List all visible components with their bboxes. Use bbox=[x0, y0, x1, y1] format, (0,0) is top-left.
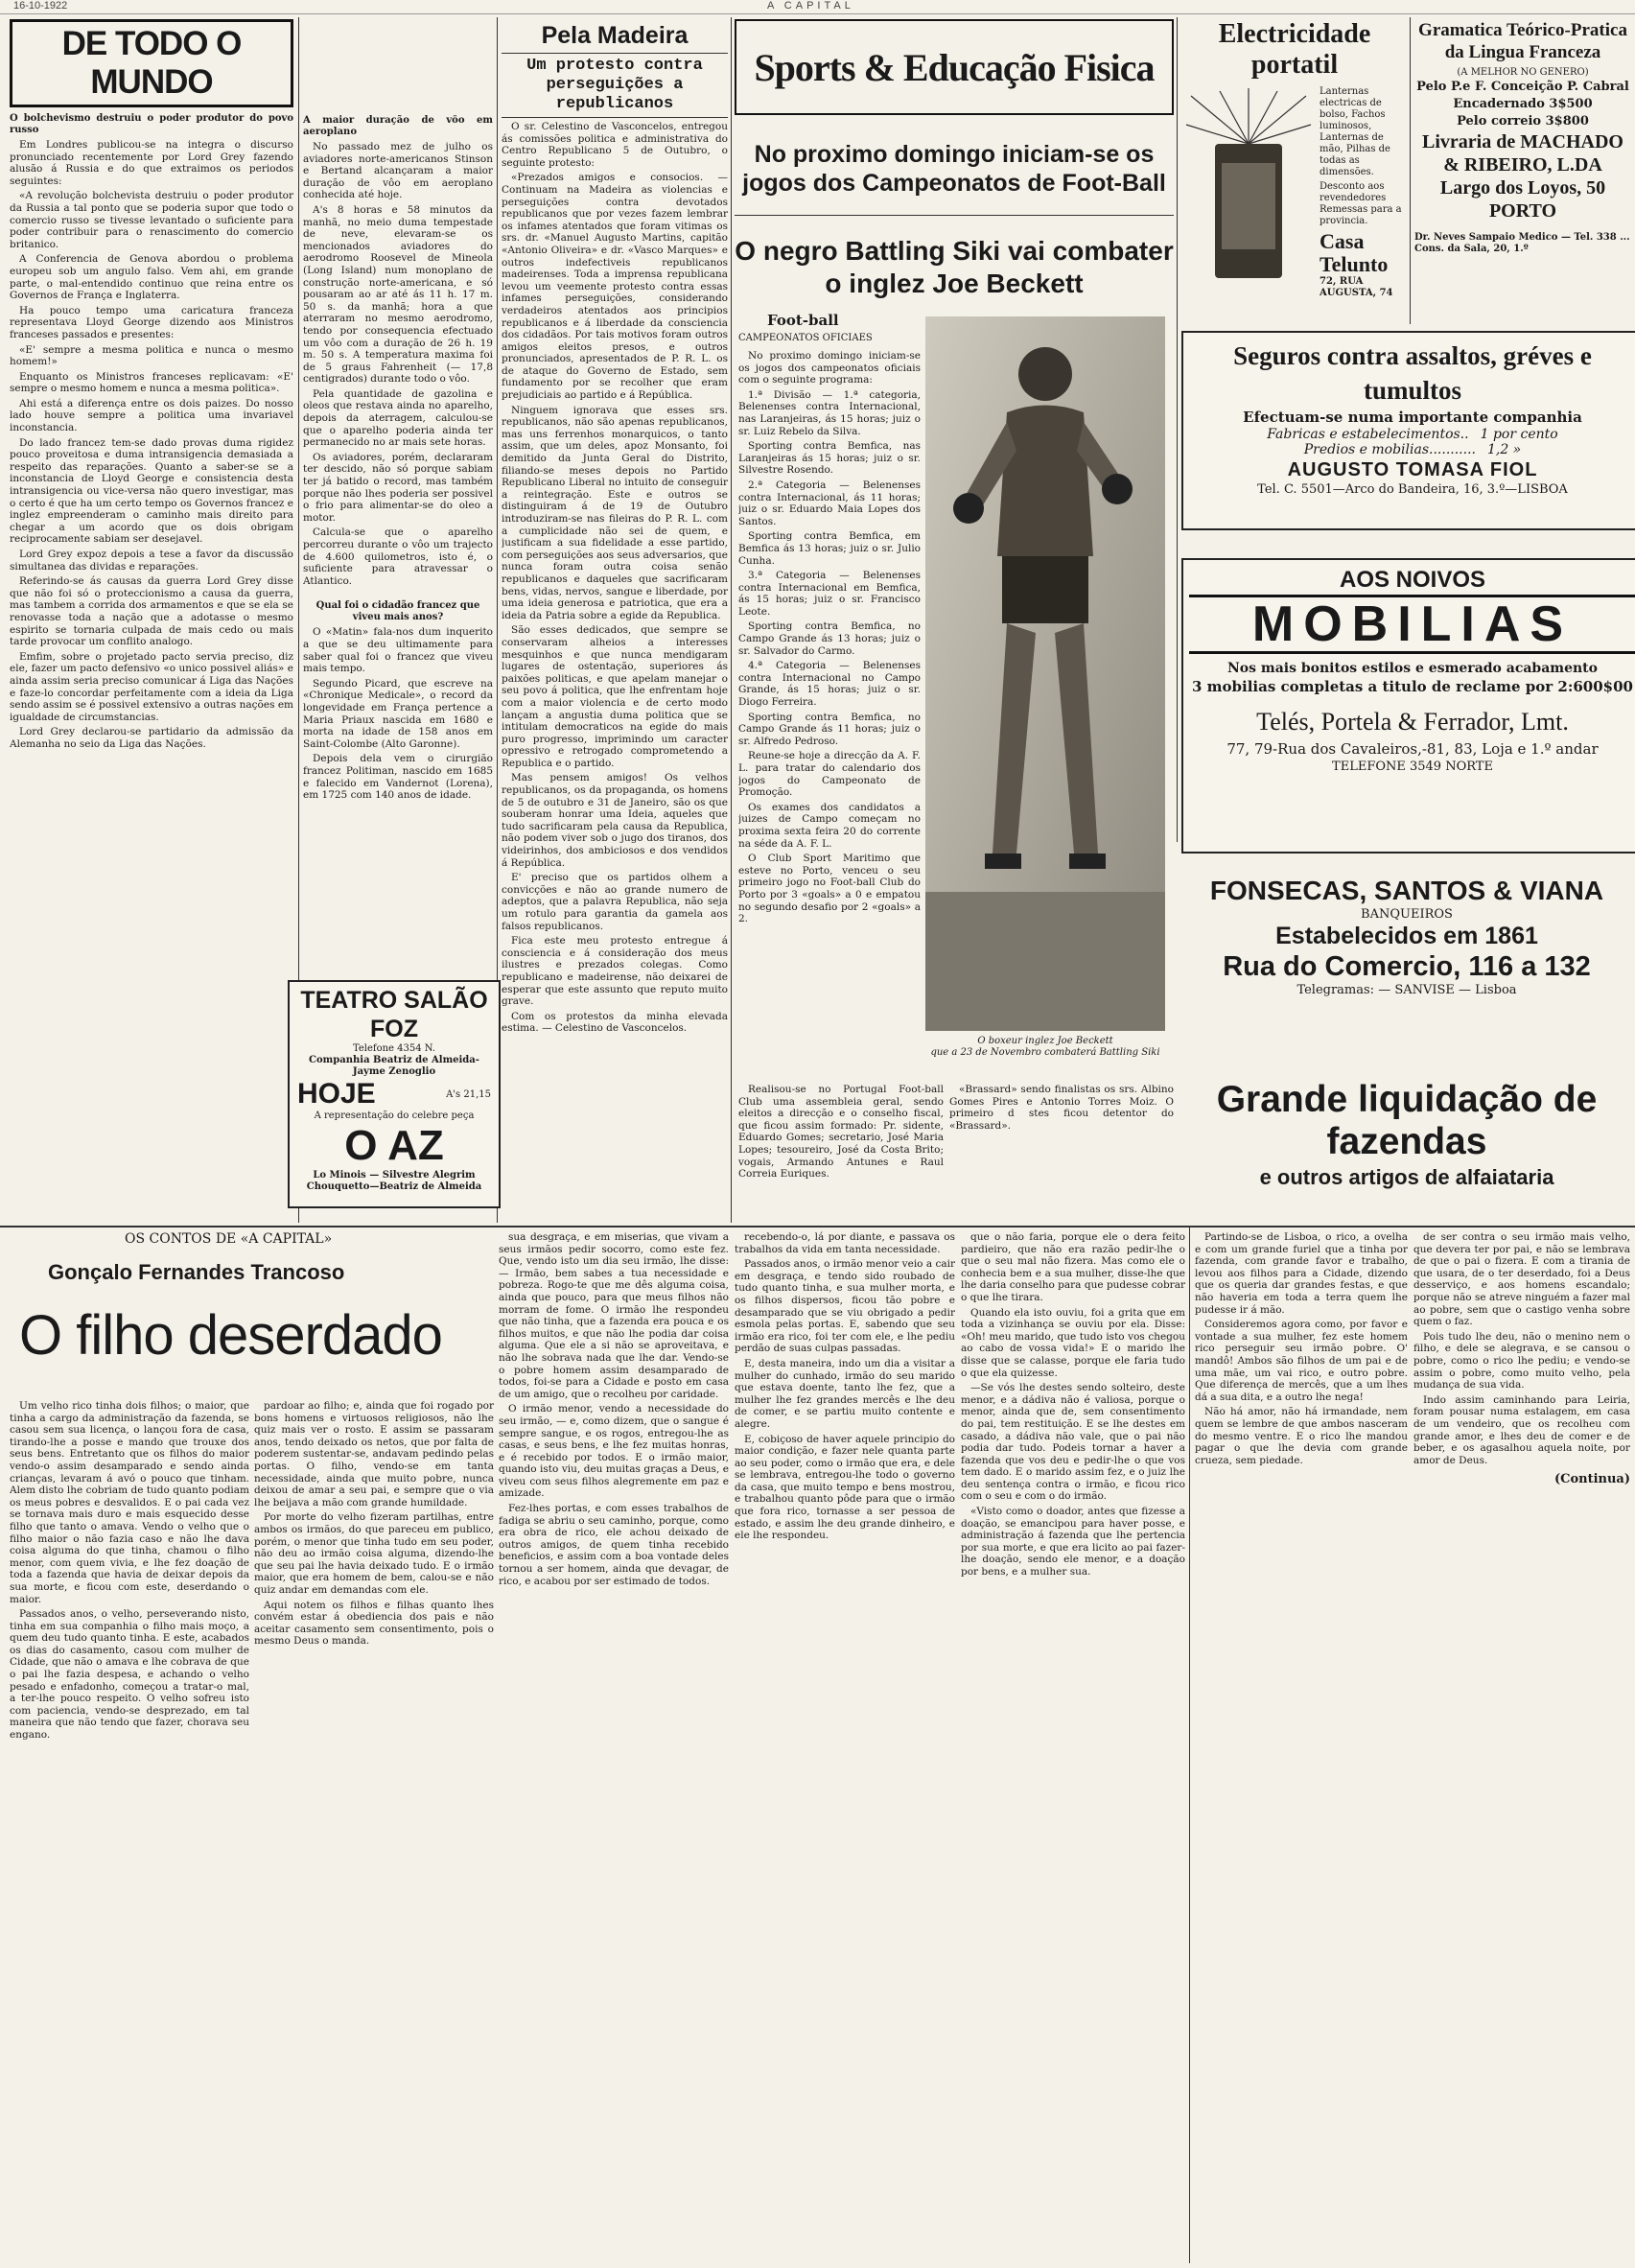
boxer-illustration bbox=[925, 316, 1165, 1031]
ad-text: e outros artigos de alfaiataria bbox=[1259, 1165, 1554, 1189]
tennis-intro bbox=[949, 1084, 1174, 1223]
sports-headline-2: O negro Battling Siki vai combater o inglez Joe Beckett bbox=[735, 236, 1174, 298]
article-paragraph: Ahi está a diferença entre os dois paizes. Do nosso lado houve sempre a politica uma invariavel inconstancia. bbox=[10, 397, 293, 434]
liquidacao-ad bbox=[1183, 1079, 1630, 1223]
article-paragraph: Segundo Picard, que escreve na «Chronique Medicale», o record da longevidade em França pertence a Maria Priaux nascida em 1680 e morta na idade de 158 anos em Saint-Colombe (Alto Garonne). bbox=[303, 677, 493, 750]
seguros-ad bbox=[1181, 331, 1635, 530]
story-paragraph: Indo assim caminhando para Leiria, foram pousar numa estalagem, em casa de um vendeiro, que os recolheu com grande amor, e lhes deu de comer e de beber, e os agasalhou aquela noite, por amor de Deus. bbox=[1413, 1393, 1630, 1466]
ad-address: Tel. C. 5501—Arco do Bandeira, 16, 3.º—LISBOA bbox=[1257, 482, 1568, 497]
contos-column bbox=[10, 1400, 249, 2263]
article-paragraph: No proximo domingo iniciam-se os jogos dos campeonatos oficiais com o seguinte programa: bbox=[738, 350, 921, 386]
caption-line: O boxeur inglez Joe Beckett bbox=[977, 1036, 1113, 1046]
article-paragraph: No passado mez de julho os aviadores norte-americanos Stinson e Bertand alcançaram a maior duração de vôo em aeroplano conhecida até hoje. bbox=[303, 141, 493, 201]
article-paragraph: Os exames dos candidatos a juizes de Campo começam no proxima sexta feira 20 do corrente na séde da A. F. L. bbox=[738, 801, 921, 850]
article-paragraph: «Prezados amigos e consocios. — Continuam na Madeira as violencias e perseguições contra devotados republicanos que por vezes fazem lembrar os infames atentados que foram vitimas os srs. dr. «Manuel Augusto Martins, capitão «Antonio Oliveira» e dr. «Vasco Marques» e outros indefectiveis republicanos madeirenses. Toda a imprensa republicana levou um veemente protesto contra essas infames perseguições, considerando verdadeiros atentados aos principios republicanos e á liberdade da consciencia dos cidadãos. Por tais motivos foram outros amigos eleitos presos, e outros pronunciados, apresentados de P. R. L. os de ataque do Governo de Estado, sem fundamento por se recolher que eram prejudiciais ao partido e á República. bbox=[502, 172, 728, 402]
story-paragraph: Aqui notem os filhos e filhas quanto lhes convém estar á obediencia dos pais e não aceitar casamento sem consentimento, pois o mesmo Deus o manda. bbox=[254, 1599, 494, 1648]
column-rule bbox=[1177, 17, 1178, 842]
article-paragraph: Pela quantidade de gazolina e oleos que restava ainda no aparelho, depois da aterragem, calculou-se que o aparelho poderia ainda ter permanecido no ar mais sete horas. bbox=[303, 387, 493, 449]
ad-title: TEATRO SALÃO FOZ bbox=[300, 987, 488, 1042]
header-paper-name: A CAPITAL bbox=[767, 0, 854, 12]
ad-text: A representação do celebre peça bbox=[314, 1111, 475, 1121]
ad-text: Estabelecidos em 1861 bbox=[1275, 923, 1538, 949]
article-paragraph: E' preciso que os partidos olhem a convicções e não ao grande numero de adeptos, que a palavra Republica, não seja um rotulo para garantia da gamela aos falsos republicanos. bbox=[502, 872, 728, 932]
ad-text: & RIBEIRO, L.DA bbox=[1443, 154, 1602, 175]
ad-address: 72, RUA AUGUSTA, 74 bbox=[1320, 276, 1393, 298]
section-subheading: CAMPEONATOS OFICIAES bbox=[738, 333, 873, 343]
article-paragraph: O «Matin» fala-nos dum inquerito a que se deu ultimamente para saber qual foi o francez que viveu mais tempo. bbox=[303, 626, 493, 675]
article-paragraph: Calcula-se que o aparelho percorreu durante o vôo um trajecto de 4.600 quilometros, isto é, o suficiente para atravessar o Atlantico. bbox=[303, 526, 493, 587]
ad-title: fazendas bbox=[1326, 1121, 1487, 1162]
ad-text: Livraria de MACHADO bbox=[1422, 131, 1623, 152]
article-paragraph: «Brassard» sendo finalistas os srs. Albino Gomes Pires e Antonio Torres Moiz. O primeiro d stes ficou detentor do «Brassard». bbox=[949, 1084, 1174, 1132]
column-rule bbox=[731, 17, 732, 1223]
section-heading: Foot-ball bbox=[767, 312, 839, 329]
ad-text: Desconto aos revendedores Remessas para a provincia. bbox=[1320, 181, 1402, 226]
ad-phone: TELEFONE 3549 NORTE bbox=[1332, 760, 1493, 774]
contos-column bbox=[1413, 1231, 1630, 2263]
madeira-title: Pela Madeira bbox=[541, 22, 689, 49]
contos-series: OS CONTOS DE «A CAPITAL» bbox=[125, 1231, 333, 1247]
story-paragraph: Passados anos, o velho, perseverando nisto, tinha em sua companhia o filho mais moço, a quem deu tudo quanto tinha. E este, acabados os dias do casamento, casou com mulher de Cidade, que não o amava e lhe cobrava de que o pai lhe fazia despesa, e achando o velho pesado e enfadonho, começou a tratar-o mal, a ter-lhe pouco respeito. O velho sofreu isto com paciencia, vendo-se desprezado, em tal maneira que não tendo que fazer, chorava seu engano. bbox=[10, 1608, 249, 1742]
contos-author: Gonçalo Fernandes Trancoso bbox=[48, 1260, 345, 1284]
story-paragraph: Partindo-se de Lisboa, o rico, a ovelha e com um grande furiel que a tinha por fazenda, com grande favor e trabalho, levou aos filhos para a Cidade, dizendo que os queria dar grandes festas, e que não haveria em toda a terra quem lhe pudesse ir á mão. bbox=[1195, 1231, 1408, 1316]
article-paragraph: Do lado francez tem-se dado provas duma rigidez pouco proveitosa e duma intransigencia demasiada a respeito das reparações. Quanto a saber-se se a inconstancia de Lloyd George e consistencia desta intransigencia ou vice-versa não quero investigar, mas o certo é que ha um certo tempo os Governos francez e inglez empreenderam o caminho mais direito para chegar a um acordo que os dois obrigam reciprocamente sabiam ser desejavel. bbox=[10, 436, 293, 546]
ad-name: AUGUSTO TOMASA FIOL bbox=[1287, 459, 1538, 480]
article-paragraph: Fica este meu protesto entregue á consciencia e á consideração dos meus ilustres e prezados colegas. Como republicano e madeirense, não deixarei de esperar que este assunto que reputo muito grave. bbox=[502, 935, 728, 1008]
article-paragraph: O Club Sport Maritimo que esteve no Porto, venceu o seu primeiro jogo no Foot-ball Club do Porto por 3 «goals» a 0 e empatou no segundo desafio por 2 «goals» a 2. bbox=[738, 853, 921, 925]
ad-text: 1 por cento bbox=[1480, 427, 1558, 442]
story-paragraph: sua desgraça, e em miserias, que vivam a seus irmãos pedir socorro, como este fez. Que, vendo isto um dia seu irmão, lhe disse: — Irmão, bem sabes a tua necessidade e pobreza. Rogo-te que me dês alguma coisa, ainda que pouco, para que meus filhos não morram de fome. O irmão lhe respondeu que não tinha, que a fazenda era pouca e os filhos muitos, e que não lhe podia dar coisa alguma. Que ele a si não se aproveitava, e não lhe sobrava nada que lhe dar. Vendo-se o pobre homem assim desamparado de todos, foi-se para a Cidade e posto em casa de um amigo, que o recolheu por caridade. bbox=[499, 1231, 729, 1400]
article-paragraph: Sporting contra Bemfica, nas Laranjeiras ás 15 horas; juiz o sr. Silvestre Rosendo. bbox=[738, 440, 921, 477]
article-paragraph: «A revolução bolchevista destruiu o poder produtor da Russia a tal ponto que se poderia supor que todo o comercio russo se tivesse levantado o suficiente para poder contribuir para o renascimento do comercio britanico. bbox=[10, 190, 293, 250]
story-paragraph: de ser contra o seu irmão mais velho, que devera ter por pai, e não se lembrava de que o pai o fizera. E com a tirania de que usara, de o ter deserdado, foi a Deus desserviço, e aos homens escandalo; porque não se atreve ninguém a fazer mal ao pobre, sem que o castigo venha sobre quem o faz. bbox=[1413, 1231, 1630, 1328]
story-paragraph: recebendo-o, lá por diante, e passava os trabalhos da vida em tanta necessidade. bbox=[735, 1231, 955, 1255]
ad-text: Predios e mobilias........... bbox=[1303, 442, 1476, 457]
ad-time: A's 21,15 bbox=[446, 1089, 491, 1100]
story-paragraph: O irmão menor, vendo a necessidade do seu irmão, — e, como dizem, que o sangue é sempre sangue, e os rogos, entregou-lhe as casas, e seus bens, e lhe fez muitas honras, e é recebido por todos. E o irmão maior, quando isto viu, deu muitas graças a Deus, e viveu com seus filhos alegremente em paz e amizade. bbox=[499, 1403, 729, 1500]
electricidade-ad bbox=[1181, 19, 1408, 324]
article-paragraph: Realisou-se no Portugal Foot-ball Club uma assembleia geral, sendo eleitos a direcção e o conselho fiscal, que ficou assim formado: Pr. sidente, Eduardo Gomes; secretario, José Maria Lopes; tesoureiro, José da Costa Brito; vogais, Armando Antunes e Raul Correia Euriques. bbox=[738, 1084, 944, 1181]
caption-line: que a 23 de Novembro combaterá Battling Siki bbox=[930, 1047, 1160, 1058]
column-rule bbox=[1410, 17, 1411, 324]
page-header bbox=[0, 0, 1635, 14]
sports-headline-1: No proximo domingo iniciam-se os jogos dos Campeonatos de Foot-Ball bbox=[742, 141, 1166, 197]
photo-caption bbox=[925, 1036, 1165, 1059]
ad-firm: Telés, Portela & Ferrador, Lmt. bbox=[1256, 708, 1569, 736]
story-paragraph: que o não faria, porque ele o dera feito pardieiro, que não era razão pedir-lhe o que o seu mal não fizera. Mas como ele o conhecia bem e a sua mulher, disse-lhe que lhe daria conselho para que pudesse cobrar o que lhe tirara. bbox=[961, 1231, 1185, 1303]
noivos-ad bbox=[1181, 558, 1635, 853]
ad-text: Fabricas e estabelecimentos.. bbox=[1267, 427, 1469, 442]
ad-text: Dr. Neves Sampaio Medico — Tel. 338 ... Cons. da Sala, 20, 1.º bbox=[1414, 232, 1630, 254]
section-rule bbox=[0, 1226, 1635, 1228]
ad-text: Nos mais bonitos estilos e esmerado acabamento bbox=[1227, 661, 1598, 676]
story-paragraph: Consideremos agora como, por favor e vontade a sua mulher, fez este homem rico perseguir seu irmão pobre. O' mandô! Ambos são filhos de um pai e de uma mãe, um vai rico, e outro pobre. Que diferença de mercês, que a um lhes dá a sua dita, e a outro lhe nega! bbox=[1195, 1319, 1408, 1403]
ad-text: Pelo correio 3$800 bbox=[1457, 114, 1589, 129]
ad-text: PORTO bbox=[1488, 200, 1557, 222]
ad-text: 3 mobilias completas a titulo de reclame por 2:600$00 bbox=[1192, 678, 1633, 695]
story-paragraph: «Visto como o doador, antes que fizesse a doação, se emancipou para haver posse, e administração á fazenda que lhe pertencia por sua morte, e que era licito ao pai fazer-lhe doação, sendo ele menor, e a doação por bens, e a mulher sua. bbox=[961, 1506, 1185, 1578]
ad-text: Companhia Beatriz de Almeida-Jayme Zenoglio bbox=[309, 1055, 479, 1077]
story-paragraph: Um velho rico tinha dois filhos; o maior, que tinha a cargo da administração da fazenda, se casou sem sua licença, o lançou fora de casa, tirando-lhe a posse e mando que trouxe dos seus bens. Entretanto que os filhos do maior vendo-o assim desamparado e sendo ainda crianças, levaram á avó o pouco que tinham. Alem disto lhe cobriam de tudo quanto podiam os meus pobres e desvalidos. E o pai cada vez se tornava mais duro e mais esquecido desse filho que tanto o amava. Vendo o velho que o filho maior o não fazia caso e não lhe dava coisa alguma do que tinha, chamou o filho menor, com quem vivia, e lhe fez doação de toda a fazenda que havia de deixar depois da sua morte, e ficou com este, deserdando o maior. bbox=[10, 1400, 249, 1605]
story-paragraph: Passados anos, o irmão menor veio a cair em desgraça, e tendo sido roubado de tudo quanto tinha, e sua mulher morta, e os filhos dispersos, ficou tão pobre e desamparado que se viu obrigado a pedir esmola pelas portas. E, sabendo que seu irmão era rico, foi ter com ele, e lhe pediu perdão de suas culpas passadas. bbox=[735, 1258, 955, 1355]
article-paragraph: Os aviadores, porém, declararam ter descido, não só porque sabiam ter já batido o record, mas também porque não lhes poderia ser possivel o frio para alimentar-se do oleo a motor. bbox=[303, 451, 493, 524]
article-subheading: A maior duração de vôo em aeroplano bbox=[303, 115, 493, 137]
gramatica-ad bbox=[1414, 19, 1631, 324]
ad-text: Lo Minois — Silvestre Alegrim bbox=[313, 1170, 476, 1181]
ad-text: Lanternas electricas de bolso, Fachos luminosos, Lanternas de mão, Pilhas de todas as dimensões. bbox=[1320, 86, 1390, 177]
article-paragraph: Reune-se hoje a direcção da A. F. L. para tratar do calendario dos jogos do Campeonato de Promoção. bbox=[738, 750, 921, 799]
article-paragraph: Em Londres publicou-se na integra o discurso pronunciado recentemente por Lord Grey fazendo alusão á Russia e do que extraimos os periodos seguintes: bbox=[10, 139, 293, 187]
joe-beckett-photo bbox=[925, 316, 1165, 1031]
header-date: 16-10-1922 bbox=[13, 0, 68, 12]
article-paragraph: 1.ª Divisão — 1.ª categoria, Belenenses contra Internacional, nas Laranjeiras, ás 15 horas; juiz o sr. Luiz Rebelo da Silva. bbox=[738, 388, 921, 437]
story-paragraph: —Se vós lhe destes sendo solteiro, deste menor, e a dádiva não é valiosa, porque o menor, ainda que de, sem consentimento do pai, tem restituição. E se lhe destes em casado, a dádiva não vale, que o pai não podia dar tudo. Podeis tornar a haver a fazenda que vos deu e pedir-lhe o que vos tem dado. E o marido assim fez, e o juiz lhe deu sentença contra o irmão, e ficou rico com o seu e com o do irmão. bbox=[961, 1382, 1185, 1503]
article-paragraph: 3.ª Categoria — Belenenses contra Internacional em Bemfica, ás 15 horas; juiz o sr. Francisco Leote. bbox=[738, 570, 921, 618]
article-paragraph: O sr. Celestino de Vasconcelos, entregou ás comissões politica e administrativa do Centro Republicano 5 de Outubro, o seguinte protesto: bbox=[502, 121, 728, 169]
ad-today: HOJE bbox=[297, 1078, 376, 1110]
ad-title: Gramatica Teórico-Pratica bbox=[1418, 20, 1627, 40]
article-paragraph: Lord Grey declarou-se partidario da admissão da Alemanha no seio da Liga das Nações. bbox=[10, 726, 293, 750]
article-paragraph: Ninguem ignorava que esses srs. republicanos, não são apenas republicanos, mas uns ferrenhos monarquicos, o tanto assim, que um deles, apoz Monsanto, foi demitido da Junta Geral do Distrito, filiando-se meses depois no Partido Republicano Liberal no intuito de conseguir a reintegração. Este e outros se distinguiram á de 19 de Outubro introduziram-se nas fileiras do P. R. L. com a cumplicidade não sei de quem, e justificam a sua fidelidade a esse partido, com perseguições aos seus adversarios, que nunca foram outra coisa senão republicanos e daqueles que sacrificaram bens, vidas, nervos, sangue e liberdade, por uma ideia generosa e patriotica, que era a ideia da Patria sobre a egide da Republica. bbox=[502, 404, 728, 621]
ad-title: Seguros contra assaltos, gréves e tumultos bbox=[1233, 341, 1592, 405]
ad-title: AOS NOIVOS bbox=[1339, 567, 1486, 593]
article-paragraph: A's 8 horas e 58 minutos da manhã, no meio duma tempestade de neve, elevaram-se os mencionados aviadores do aerodromo Roosevel de Mineola (Long Island) num monoplano de construção norte-americana, e só pousaram ao ar até ás 11 h. 17 m. 50 s. da manhã; hora a que aterraram no mesmo aerodromo, tendo por consequencia efectuado um vôo com a duração de 26 h. 19 m. 50 s. A temperatura maxima foi de 5 graus Fahrenheit (— 17,8 centigrados) durante todo o vôo. bbox=[303, 203, 493, 386]
ad-title: Electricidade portatil bbox=[1218, 19, 1371, 80]
article-subheading: O bolchevismo destruiu o poder produtor do povo russo bbox=[10, 113, 293, 135]
ad-text: Telefone 4354 N. bbox=[352, 1043, 436, 1054]
article-paragraph: A Conferencia de Genova abordou o problema europeu sob um angulo falso. Vem ahi, em grande parte, o mal-entendido continuo que reina entre os Governos de França e Inglaterra. bbox=[10, 253, 293, 302]
story-paragraph: Pois tudo lhe deu, não o menino nem o filho, e dele se alegrava, e se cansou o pobre, como o rico lhe pediu; e vendo-se assim o pobre, como muito velho, pela mudança de sua vida. bbox=[1413, 1330, 1630, 1391]
contos-header bbox=[10, 1231, 489, 1423]
fonsecas-ad bbox=[1185, 875, 1628, 1018]
contos-column bbox=[961, 1231, 1185, 2263]
article-paragraph: Emfim, sobre o projetado pacto servia preciso, diz ele, fazer um pacto defensivo «o unico possivel aliás» e ainda assim seria preciso comunicar á Liga das Nações e faze-lo concordar perfeitamente com a ideia da Liga sendo assim se é possivel extensivo a outras nações em igualdade de circumstancias. bbox=[10, 650, 293, 723]
contos-column bbox=[1195, 1231, 1408, 2263]
story-paragraph: Por morte do velho fizeram partilhas, entre ambos os irmãos, do que pareceu em publico, porém, o menor que tinha tudo em seu poder, não deu ao irmão coisa alguma, dizendo-lhe que seu pai lhe havia deixado tudo. E o irmão maior, que era homem de bem, calou-se e não quiz andar em demandas com ele. bbox=[254, 1511, 494, 1596]
article-paragraph: 4.ª Categoria — Belenenses contra Internacional no Campo Grande, ás 15 horas; juiz o sr. Diogo Ferreira. bbox=[738, 660, 921, 709]
ad-address: 77, 79-Rua dos Cavaleiros,-81, 83, Loja e 1.º andar bbox=[1226, 740, 1599, 758]
story-continua: (Continua) bbox=[1553, 1472, 1630, 1487]
contos-column bbox=[499, 1231, 729, 2263]
ad-text: Largo dos Loyos, 50 bbox=[1439, 177, 1606, 199]
article-paragraph: Enquanto os Ministros franceses replicavam: «E' sempre o mesmo homem e nunca a mesma politica». bbox=[10, 370, 293, 395]
article-paragraph: «E' sempre a mesma politica e nunca o mesmo homem!» bbox=[10, 343, 293, 368]
football-article-cont bbox=[738, 1084, 944, 1223]
ad-title: MOBILIAS bbox=[1189, 595, 1635, 654]
todo-mundo-title: DE TODO O MUNDO bbox=[61, 25, 242, 101]
contos-title: O filho deserdado bbox=[19, 1304, 442, 1367]
article-paragraph: 2.ª Categoria — Belenenses contra Internacional, ás 11 horas; juiz o sr. Eduardo Maia Lopes dos Santos. bbox=[738, 479, 921, 527]
ad-play: O AZ bbox=[344, 1122, 444, 1169]
todo-mundo-article bbox=[10, 19, 293, 1223]
article-paragraph: Lord Grey expoz depois a tese a favor da discussão simultanea das dividas e reparações. bbox=[10, 549, 293, 573]
article-paragraph: Mas pensem amigos! Os velhos republicanos, os da propaganda, os homens de 5 de outubro e 31 de Janeiro, são os que souberam honrar uma Ideia, aqueles que tudo sacrificaram pela causa da Republica, não podem viver sob o jugo dos tiranos, dos videirinhos, dos ambiciosos e dos vendidos á República. bbox=[502, 772, 728, 869]
article-paragraph: São esses dedicados, que sempre se conservaram alheios a interesses mesquinhos e que nunca mendigaram lugares de ostentação, superiores ás paixões politicas, e que apelam manejar o seu povo á politica, que lhe enfrentam hoje com a maior violencia e de certo modo lançam a angustia duma politica que se intitulam democraticos na egide do mais puro progresso, imprimindo um caracter opressivo e retrogado comprometendo a Republica e o partido. bbox=[502, 624, 728, 769]
ad-text: 1,2 » bbox=[1486, 442, 1522, 457]
salao-foz-ad bbox=[288, 980, 501, 1208]
ad-title: Grande liquidação de bbox=[1216, 1079, 1598, 1120]
madeira-article bbox=[502, 21, 728, 1201]
aviation-article bbox=[303, 115, 493, 978]
ad-text: Encadernado 3$500 bbox=[1453, 97, 1593, 111]
ad-text: Chouquetto—Beatriz de Almeida bbox=[306, 1181, 482, 1192]
article-subheading: Qual foi o cidadão francez que viveu mais anos? bbox=[315, 600, 480, 623]
story-paragraph: E, cobiçoso de haver aquele principio do maior condição, e fazer nele quanta parte ao seu poder, como o irmão que era, e dele se lembrava, entregou-lhe todo o governo da casa, que muito tempo e bens mostrou, e trabalhou quanto pôde para que o irmão que fora rico, tornasse a ser pessoa de estado, e assim lhe deu grande dinheiro, e ele lhe respondeu. bbox=[735, 1433, 955, 1542]
article-paragraph: Sporting contra Bemfica, no Campo Grande ás 13 horas; juiz o sr. Salvador do Carmo. bbox=[738, 620, 921, 657]
sports-title: Sports & Educação Fisica bbox=[754, 45, 1155, 89]
article-paragraph: Com os protestos da minha elevada estima. — Celestino de Vasconcelos. bbox=[502, 1010, 728, 1035]
column-rule bbox=[1189, 1228, 1190, 2263]
article-paragraph: Ha pouco tempo uma caricatura franceza representava Lloyd George dizendo aos Ministros franceses passados e presentes: bbox=[10, 304, 293, 340]
article-paragraph: Sporting contra Bemfica, em Bemfica ás 13 horas; juiz o sr. Julio Cunha. bbox=[738, 530, 921, 567]
article-paragraph: Depois dela vem o cirurgião francez Politiman, nascido em 1685 e falecido em Vandernot (Lorena), em 1725 com 140 anos de idade. bbox=[303, 753, 493, 802]
article-paragraph: Referindo-se ás causas da guerra Lord Grey disse que não foi só o proteccionismo a causa da guerra, mas tambem a corrida dos armamentos e que se ela se renovasse toda a nação que a adotasse o mesmo espirito se tornaria culpada de mais cedo ou mais tarde provocar um conflito analogo. bbox=[10, 575, 293, 648]
ad-text: Pelo P.e F. Conceição P. Cabral bbox=[1416, 80, 1629, 94]
ad-shop: Casa Telunto bbox=[1320, 229, 1389, 276]
flashlight-icon bbox=[1181, 86, 1316, 278]
article-paragraph: Sporting contra Bemfica, no Campo Grande ás 11 horas; juiz o sr. Alfredo Pedroso. bbox=[738, 711, 921, 747]
ad-text: Efectuam-se numa importante companhia bbox=[1243, 409, 1582, 426]
contos-column bbox=[254, 1400, 494, 2263]
ad-text: BANQUEIROS bbox=[1361, 907, 1453, 922]
story-paragraph: Não há amor, não há irmandade, nem quem se lembre de que ambos nasceram do mesmo ventre. E o rico lhe mandou pagar o que lhe devia com grande crueza, sem piedade. bbox=[1195, 1406, 1408, 1466]
ad-text: (A MELHOR NO GENERO) bbox=[1457, 67, 1589, 78]
story-paragraph: pardoar ao filho; e, ainda que foi rogado por bons homens e virtuosos religiosos, não lhe quiz mais ver o rosto. E assim se passaram anos, tendo deixado os netos, que por falta de poderem sustentar-se, andavam pedindo pelas portas. O filho, vendo-se em tanta necessidade, ainda que muito pobre, nunca deixou de amar a seu pai, e sempre que o via lhe beijava a mão com grande humildade. bbox=[254, 1400, 494, 1508]
contos-column bbox=[735, 1231, 955, 2263]
story-paragraph: E, desta maneira, indo um dia a visitar a mulher do cunhado, irmão do seu marido que estava doente, tanto lhe fez, que a mulher lhe fez grandes mercês e lhe deu de comer, e se partiu muito contente e alegre. bbox=[735, 1357, 955, 1430]
madeira-headline: Um protesto contra perseguições a republicanos bbox=[526, 57, 703, 113]
story-paragraph: Quando ela isto ouviu, foi a grita que em toda a vizinhança se ouviu por ela. Disse: «Oh! meu marido, que tudo isto vos chegou ao cabo de vossa vida!» E o marido lhe disse que se calasse, porque ele faria tudo o que ela quizesse. bbox=[961, 1306, 1185, 1379]
ad-title: da Lingua Franceza bbox=[1444, 42, 1601, 62]
ad-address: Rua do Comercio, 116 a 132 bbox=[1223, 951, 1591, 982]
ad-text: Telegramas: — SANVISE — Lisboa bbox=[1296, 983, 1517, 997]
ad-title: FONSECAS, SANTOS & VIANA bbox=[1209, 876, 1604, 905]
story-paragraph: Fez-lhes portas, e com esses trabalhos de fadiga se abriu o seu caminho, porque, como era obra de rico, ele achou deixado de outros amigos, de quem tinha recebido beneficios, e assim com a boa vontade deles tornou a ser homem, ainda que devagar, de rico, e acabou por ser estimado de todos. bbox=[499, 1503, 729, 1587]
